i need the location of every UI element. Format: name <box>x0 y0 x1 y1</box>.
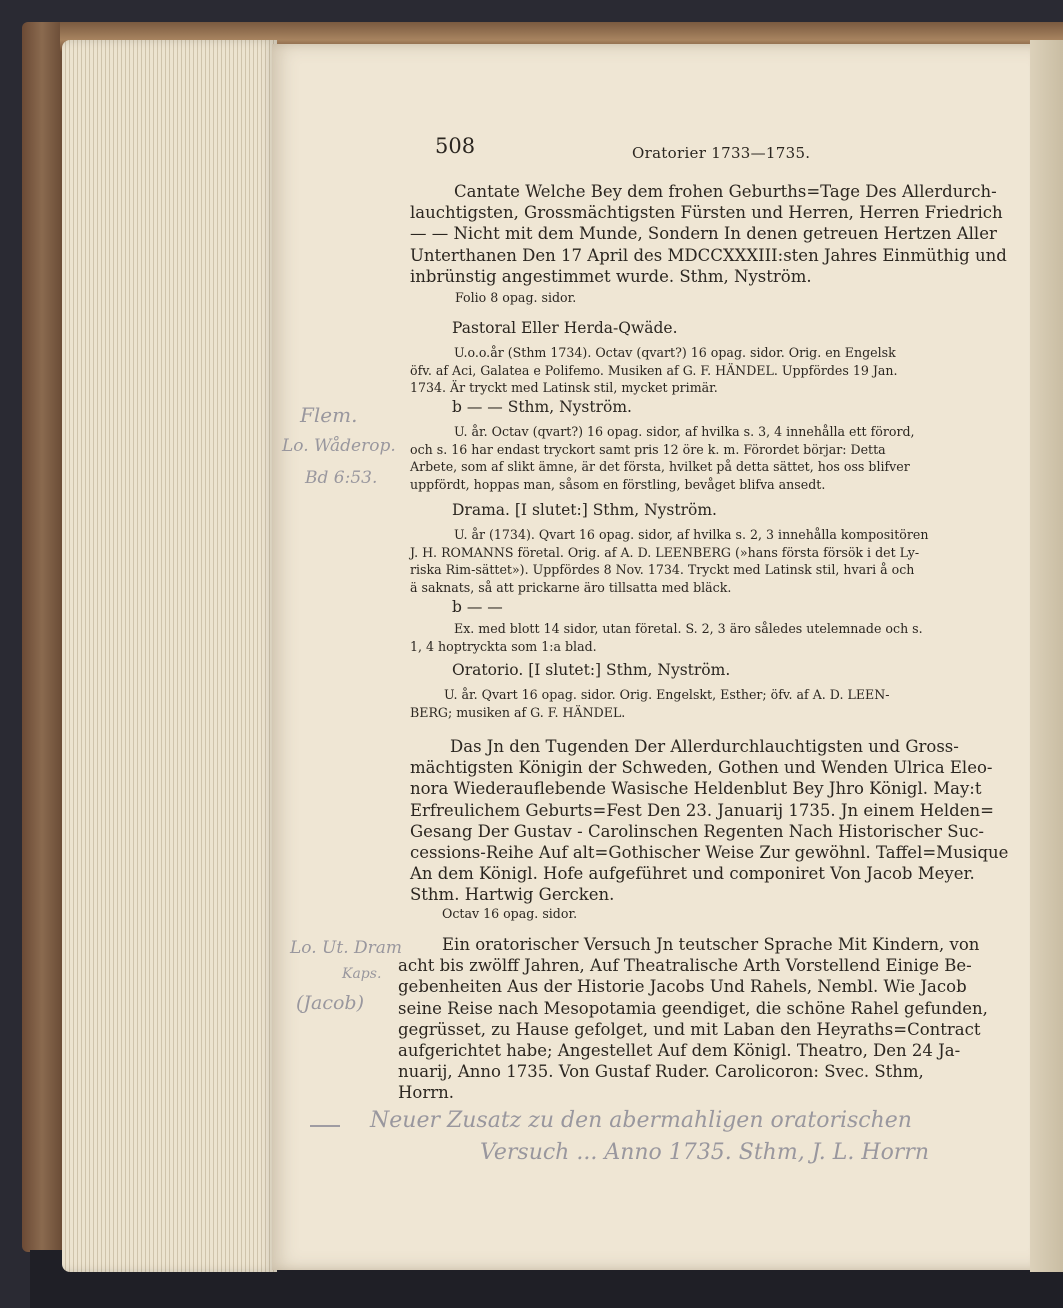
entry-pastoral-variant: b — — Sthm, Nyström. <box>452 398 632 416</box>
entry-drama-title: Drama. [I slutet:] Sthm, Nyström. <box>452 501 717 519</box>
entry-line: — — Nicht mit dem Munde, Sondern In denen getreuen Hertzen Aller <box>410 224 997 244</box>
handwritten-note: Bd 6:53. <box>305 468 378 488</box>
page-right-edge <box>1030 40 1063 1272</box>
entry-oratorio-note: U. år. Qvart 16 opag. sidor. Orig. Engelskt, Esther; öfv. af A. D. LEEN- BERG; musiken af G. F. HÄNDEL. <box>410 687 890 720</box>
entry-drama-variant-note: Ex. med blott 14 sidor, utan företal. S. 2, 3 äro således utelemnade och s. 1, 4 hoptryckta som 1:a blad. <box>410 621 923 654</box>
page-number: 508 <box>435 134 476 158</box>
page-edges <box>62 40 277 1272</box>
handwritten-note: Kaps. <box>342 966 382 982</box>
entry-drama-variant: b — — <box>452 598 503 616</box>
entry-line: inbrünstig angestimmet wurde. Sthm, Nyström. <box>410 266 812 286</box>
entry-line: Unterthanen Den 17 April des MDCCXXXIII:sten Jahres Einmüthig und <box>410 245 1007 265</box>
entry-cantate-title <box>410 181 1007 287</box>
entry-cantate-note: Folio 8 opag. sidor. <box>455 290 577 305</box>
entry-line: Cantate Welche Bey dem frohen Geburths=Tage Des Allerdurch- <box>454 182 997 201</box>
entry-oratorio-title: Oratorio. [I slutet:] Sthm, Nyström. <box>452 661 731 679</box>
entry-das-title: Das Jn den Tugenden Der Allerdurchlauchtigsten und Gross- mächtigsten Königin der Schweden, Gothen und Wenden Ulrica Eleo- nora Wiederauflebende Wasische Heldenblut Bey Jhro Königl. May:t Erfreulichem Geburts=Fest Den 23. Januarij 1735. Jn einem Helden= Gesang Der Gustav - Carolinschen Regenten Nach Historischer Suc- cessions-Reihe Auf alt=Gothischer Weise Zur gewöhnl. Taffel=Musique An dem Königl. Hofe aufgeführet und componiret Von Jacob Meyer. Sthm. Hartwig Gercken. <box>410 737 1009 905</box>
handwritten-note: Versuch ... Anno 1735. Sthm, J. L. Horrn <box>480 1140 930 1165</box>
handwritten-note: (Jacob) <box>296 992 365 1014</box>
entry-pastoral-note: U.o.o.år (Sthm 1734). Octav (qvart?) 16 opag. sidor. Orig. en Engelsk öfv. af Aci, Galatea e Polifemo. Musiken af G. F. HÄNDEL. Uppfördes 19 Jan. 1734. Är tryckt med Latinsk stil, mycket primär. <box>410 345 898 396</box>
entry-line: lauchtigsten, Grossmächtigsten Fürsten und Herren, Herren Friedrich <box>410 203 1003 223</box>
running-title: Oratorier 1733—1735. <box>632 144 811 162</box>
entry-pastoral-variant-note: U. år. Octav (qvart?) 16 opag. sidor, af hvilka s. 3, 4 innehålla ett förord, och s. 16 har endast tryckort samt pris 12 öre k. m. Förordet börjar: Detta Arbete, som af slikt ämne, är det första, hvilket på detta sättet, hos oss blifver uppfördt, hoppas man, såsom en förstling, bevåget blifva ansedt. <box>410 424 915 492</box>
entry-oratorischer-title: Ein oratorischer Versuch Jn teutscher Sprache Mit Kindern, von acht bis zwölff Jahren, Auf Theatralische Arth Vorstellend Einige Be- gebenheiten Aus der Historie Jacobs Und Rahels, Nembl. Wie Jacob seine Reise nach Mesopotamia geendiget, die schöne Rahel gefunden, gegrüsset, zu Hause gefolget, und mit Laban den Heyraths=Contract aufgerichtet habe; Angestellet Auf dem Königl. Theatro, Den 24 Ja- nuarij, Anno 1735. Von Gustaf Ruder. Carolicoron: Svec. Sthm, Horrn. <box>398 935 988 1103</box>
entry-drama-note: U. år (1734). Qvart 16 opag. sidor, af hvilka s. 2, 3 innehålla kompositören J. H. ROMANNS företal. Orig. af A. D. LEENBERG (»hans första försök i det Ly- riska Rim-sättet»). Uppfördes 8 Nov. 1734. Tryckt med Latinsk stil, hvari å och ä saknats, så att prickarne äro tillsatta med bläck. <box>410 527 929 595</box>
handwritten-note: Flem. <box>300 403 358 427</box>
handwritten-note: Lo. Ut. Dram <box>290 938 403 958</box>
handwritten-note: Lo. Wåderop. <box>282 436 396 456</box>
entry-pastoral-title: Pastoral Eller Herda-Qwäde. <box>452 319 678 337</box>
entry-das-note: Octav 16 opag. sidor. <box>442 906 578 921</box>
handwritten-note: Neuer Zusatz zu den abermahligen oratorischen <box>370 1108 912 1133</box>
handwritten-dash <box>310 1125 340 1127</box>
